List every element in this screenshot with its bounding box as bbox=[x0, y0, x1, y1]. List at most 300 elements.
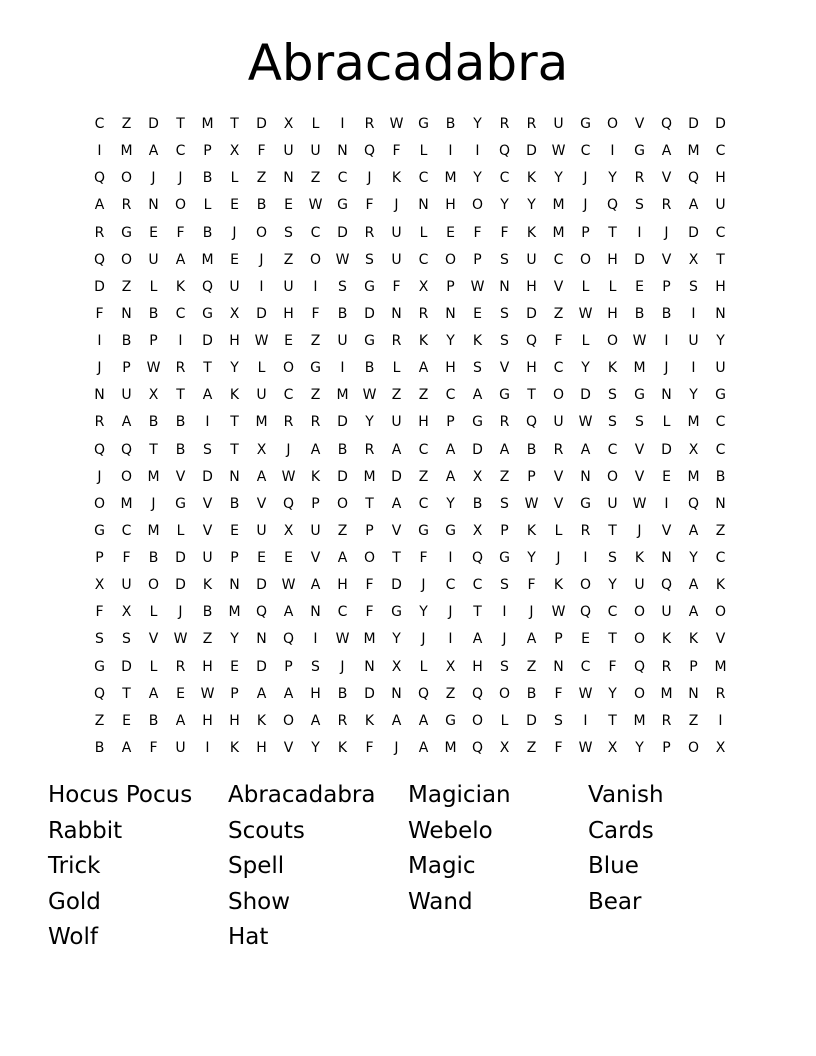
grid-cell: J bbox=[664, 224, 669, 241]
grid-cell: A bbox=[661, 143, 672, 160]
grid-cell: P bbox=[446, 278, 455, 295]
grid-cell: L bbox=[176, 522, 185, 539]
grid-cell: X bbox=[688, 251, 699, 268]
grid-cell: B bbox=[175, 441, 186, 458]
grid-cell: J bbox=[448, 604, 453, 621]
grid-cell: F bbox=[554, 333, 563, 349]
grid-cell: L bbox=[392, 360, 401, 377]
grid-cell: C bbox=[337, 604, 348, 621]
grid-cell: K bbox=[607, 360, 618, 377]
grid-cell: A bbox=[256, 685, 267, 702]
grid-cell: I bbox=[664, 495, 669, 512]
grid-cell: K bbox=[661, 631, 672, 648]
grid-cell: X bbox=[445, 658, 456, 675]
grid-cell: Q bbox=[363, 143, 376, 160]
grid-cell: T bbox=[608, 712, 617, 729]
grid-cell: U bbox=[553, 414, 564, 431]
grid-cell: C bbox=[499, 170, 510, 187]
grid-cell: V bbox=[175, 468, 186, 485]
grid-cell: R bbox=[337, 712, 348, 729]
grid-cell: S bbox=[608, 387, 617, 404]
grid-cell: J bbox=[529, 604, 534, 621]
grid-cell: G bbox=[634, 143, 645, 160]
grid-cell: X bbox=[283, 522, 294, 539]
grid-row bbox=[86, 247, 734, 274]
grid-cell: J bbox=[583, 197, 588, 214]
grid-cell: Y bbox=[608, 685, 617, 702]
grid-cell: A bbox=[526, 631, 537, 648]
grid-row bbox=[86, 545, 734, 572]
grid-cell: Z bbox=[499, 468, 510, 485]
grid-cell: C bbox=[418, 495, 429, 512]
grid-cell: R bbox=[499, 116, 510, 132]
grid-cell: E bbox=[230, 658, 239, 675]
word-list-item: Cards bbox=[588, 817, 654, 844]
grid-cell: T bbox=[527, 387, 536, 404]
grid-row bbox=[86, 409, 734, 436]
grid-cell: R bbox=[310, 414, 321, 431]
grid-cell: D bbox=[715, 116, 726, 132]
grid-cell: A bbox=[121, 414, 132, 431]
grid-cell: O bbox=[309, 251, 322, 268]
grid-cell: P bbox=[149, 333, 158, 349]
grid-cell: S bbox=[284, 224, 293, 241]
grid-cell: D bbox=[472, 441, 483, 458]
grid-cell: H bbox=[202, 658, 213, 675]
grid-cell: X bbox=[229, 143, 240, 160]
grid-row bbox=[86, 111, 734, 138]
grid-cell: P bbox=[662, 739, 671, 756]
grid-cell: O bbox=[93, 495, 106, 512]
grid-cell: C bbox=[715, 143, 726, 160]
grid-row bbox=[86, 681, 734, 708]
grid-cell: B bbox=[229, 495, 240, 512]
word-list-item: Vanish bbox=[588, 782, 664, 808]
grid-cell: D bbox=[526, 143, 537, 160]
grid-cell: V bbox=[310, 550, 321, 566]
grid-cell: Y bbox=[608, 170, 617, 187]
grid-cell: S bbox=[311, 658, 320, 675]
grid-cell: O bbox=[606, 468, 619, 485]
grid-cell: Q bbox=[471, 739, 484, 756]
grid-cell: V bbox=[715, 631, 726, 648]
grid-cell: O bbox=[174, 197, 187, 214]
grid-cell: X bbox=[121, 604, 132, 621]
word-list-item: Bear bbox=[588, 888, 642, 915]
grid-cell: F bbox=[419, 550, 428, 566]
grid-cell: Y bbox=[473, 170, 482, 187]
grid-cell: H bbox=[715, 170, 726, 187]
grid-cell: Y bbox=[446, 495, 455, 512]
grid-cell: A bbox=[148, 685, 159, 702]
grid-cell: V bbox=[661, 251, 672, 268]
grid-cell: G bbox=[337, 197, 348, 214]
grid-cell: Q bbox=[660, 116, 673, 132]
grid-cell: W bbox=[470, 278, 485, 295]
grid-row bbox=[86, 464, 734, 491]
grid-cell: O bbox=[120, 468, 133, 485]
grid-cell: K bbox=[526, 170, 537, 187]
grid-cell: G bbox=[634, 387, 645, 404]
grid-row bbox=[86, 599, 734, 626]
grid-cell: Q bbox=[498, 143, 511, 160]
grid-cell: Z bbox=[283, 251, 294, 268]
grid-cell: D bbox=[175, 550, 186, 566]
grid-cell: P bbox=[554, 631, 563, 648]
grid-cell: S bbox=[203, 441, 212, 458]
grid-cell: F bbox=[554, 685, 563, 702]
grid-cell: G bbox=[445, 522, 456, 539]
grid-cell: V bbox=[499, 360, 510, 377]
grid-cell: E bbox=[581, 631, 590, 648]
grid-cell: O bbox=[336, 495, 349, 512]
grid-cell: M bbox=[714, 658, 727, 675]
grid-cell: F bbox=[473, 224, 482, 241]
grid-cell: A bbox=[121, 739, 132, 756]
grid-cell: J bbox=[367, 170, 372, 187]
grid-cell: W bbox=[389, 116, 404, 132]
grid-cell: M bbox=[120, 495, 133, 512]
grid-cell: E bbox=[284, 550, 293, 566]
grid-cell: B bbox=[148, 305, 159, 322]
grid-cell: V bbox=[553, 495, 564, 512]
grid-cell: K bbox=[688, 631, 699, 648]
grid-cell: C bbox=[472, 577, 483, 594]
grid-cell: K bbox=[310, 468, 321, 485]
grid-cell: U bbox=[283, 278, 294, 295]
grid-cell: D bbox=[337, 224, 348, 241]
grid-cell: V bbox=[256, 495, 267, 512]
grid-cell: D bbox=[526, 712, 537, 729]
grid-cell: V bbox=[553, 278, 564, 295]
grid-cell: A bbox=[391, 441, 402, 458]
word-list-item: Wolf bbox=[48, 924, 98, 950]
grid-cell: X bbox=[418, 278, 429, 295]
grid-cell: T bbox=[176, 387, 185, 404]
grid-cell: D bbox=[202, 468, 213, 485]
grid-cell: M bbox=[552, 224, 565, 241]
grid-cell: E bbox=[257, 550, 266, 566]
grid-cell: T bbox=[203, 360, 212, 377]
grid-cell: S bbox=[500, 305, 509, 322]
grid-cell: L bbox=[230, 170, 239, 187]
grid-cell: D bbox=[391, 577, 402, 594]
grid-cell: C bbox=[283, 387, 294, 404]
grid-cell: M bbox=[687, 468, 700, 485]
grid-cell: U bbox=[634, 577, 645, 594]
grid-cell: C bbox=[607, 441, 618, 458]
grid-cell: D bbox=[688, 224, 699, 241]
grid-cell: L bbox=[581, 333, 590, 349]
grid-cell: K bbox=[229, 739, 240, 756]
grid-cell: T bbox=[230, 116, 239, 132]
grid-cell: I bbox=[610, 143, 615, 160]
word-list-item: Webelo bbox=[408, 817, 493, 844]
grid-cell: Z bbox=[310, 170, 321, 187]
grid-cell: U bbox=[553, 116, 564, 132]
grid-cell: F bbox=[554, 739, 563, 756]
grid-cell: V bbox=[634, 116, 645, 132]
grid-cell: X bbox=[472, 468, 483, 485]
grid-cell: Y bbox=[689, 387, 698, 404]
grid-cell: Y bbox=[689, 550, 698, 566]
grid-cell: Y bbox=[230, 631, 239, 648]
grid-cell: J bbox=[151, 495, 156, 512]
grid-cell: J bbox=[97, 468, 102, 485]
grid-cell: O bbox=[633, 631, 646, 648]
grid-cell: M bbox=[363, 468, 376, 485]
grid-cell: J bbox=[502, 631, 507, 648]
grid-cell: B bbox=[202, 224, 213, 241]
grid-cell: Q bbox=[417, 685, 430, 702]
grid-cell: Q bbox=[471, 685, 484, 702]
grid-cell: P bbox=[500, 522, 509, 539]
grid-cell: D bbox=[202, 333, 213, 349]
grid-cell: N bbox=[229, 577, 240, 594]
grid-cell: L bbox=[662, 414, 671, 431]
grid-cell: W bbox=[551, 604, 566, 621]
grid-cell: P bbox=[365, 522, 374, 539]
grid-cell: U bbox=[229, 278, 240, 295]
grid-cell: Y bbox=[392, 631, 401, 648]
grid-cell: E bbox=[635, 278, 644, 295]
grid-cell: D bbox=[580, 387, 591, 404]
grid-row bbox=[86, 301, 734, 328]
grid-cell: W bbox=[308, 197, 323, 214]
grid-cell: Q bbox=[282, 495, 295, 512]
grid-cell: U bbox=[391, 224, 402, 241]
grid-cell: S bbox=[500, 495, 509, 512]
grid-cell: H bbox=[283, 305, 294, 322]
grid-cell: P bbox=[203, 143, 212, 160]
grid-cell: C bbox=[418, 441, 429, 458]
grid-cell: B bbox=[337, 305, 348, 322]
grid-cell: I bbox=[340, 116, 345, 132]
grid-cell: B bbox=[202, 170, 213, 187]
grid-cell: Q bbox=[687, 170, 700, 187]
grid-cell: Z bbox=[256, 170, 267, 187]
grid-cell: C bbox=[553, 251, 564, 268]
grid-cell: N bbox=[715, 495, 726, 512]
grid-cell: S bbox=[365, 251, 374, 268]
grid-cell: Q bbox=[633, 658, 646, 675]
grid-cell: E bbox=[284, 197, 293, 214]
grid-cell: M bbox=[201, 251, 214, 268]
grid-cell: S bbox=[95, 631, 104, 648]
grid-cell: A bbox=[418, 360, 429, 377]
grid-cell: V bbox=[148, 631, 159, 648]
grid-cell: I bbox=[475, 143, 480, 160]
grid-cell: V bbox=[283, 739, 294, 756]
grid-cell: Y bbox=[581, 360, 590, 377]
grid-cell: B bbox=[148, 414, 159, 431]
grid-cell: P bbox=[689, 658, 698, 675]
grid-cell: N bbox=[553, 658, 564, 675]
grid-cell: W bbox=[281, 577, 296, 594]
grid-cell: Y bbox=[311, 739, 320, 756]
grid-cell: F bbox=[500, 224, 509, 241]
grid-cell: R bbox=[715, 685, 726, 702]
grid-cell: M bbox=[687, 143, 700, 160]
grid-cell: Z bbox=[688, 712, 699, 729]
grid-cell: A bbox=[310, 441, 321, 458]
grid-row bbox=[86, 654, 734, 681]
grid-cell: H bbox=[526, 278, 537, 295]
grid-cell: Q bbox=[120, 441, 133, 458]
grid-cell: H bbox=[445, 197, 456, 214]
grid-cell: H bbox=[310, 685, 321, 702]
grid-cell: C bbox=[607, 604, 618, 621]
grid-cell: E bbox=[446, 224, 455, 241]
grid-cell: F bbox=[365, 197, 374, 214]
grid-cell: W bbox=[362, 387, 377, 404]
grid-cell: N bbox=[418, 197, 429, 214]
grid-cell: E bbox=[176, 685, 185, 702]
grid-cell: Y bbox=[527, 550, 536, 566]
grid-cell: K bbox=[391, 170, 402, 187]
grid-cell: M bbox=[552, 197, 565, 214]
grid-cell: G bbox=[715, 387, 726, 404]
grid-cell: S bbox=[500, 577, 509, 594]
grid-cell: L bbox=[311, 116, 320, 132]
grid-cell: H bbox=[202, 712, 213, 729]
grid-cell: H bbox=[526, 360, 537, 377]
grid-cell: I bbox=[664, 333, 669, 349]
grid-cell: M bbox=[444, 170, 457, 187]
grid-cell: N bbox=[688, 685, 699, 702]
grid-cell: H bbox=[607, 251, 618, 268]
grid-cell: E bbox=[230, 251, 239, 268]
grid-cell: A bbox=[283, 604, 294, 621]
grid-cell: O bbox=[120, 251, 133, 268]
grid-cell: A bbox=[391, 495, 402, 512]
grid-cell: C bbox=[418, 170, 429, 187]
grid-cell: G bbox=[202, 305, 213, 322]
grid-cell: O bbox=[363, 550, 376, 566]
grid-cell: N bbox=[229, 468, 240, 485]
grid-cell: D bbox=[688, 116, 699, 132]
grid-cell: N bbox=[94, 387, 105, 404]
grid-cell: W bbox=[281, 468, 296, 485]
grid-cell: B bbox=[526, 685, 537, 702]
grid-cell: D bbox=[94, 278, 105, 295]
grid-cell: G bbox=[121, 224, 132, 241]
grid-cell: P bbox=[230, 685, 239, 702]
grid-cell: T bbox=[176, 116, 185, 132]
grid-cell: G bbox=[94, 522, 105, 539]
grid-cell: Z bbox=[310, 387, 321, 404]
grid-cell: H bbox=[715, 278, 726, 295]
grid-cell: S bbox=[635, 197, 644, 214]
grid-cell: V bbox=[202, 522, 213, 539]
grid-cell: C bbox=[715, 550, 726, 566]
grid-cell: H bbox=[337, 577, 348, 594]
grid-cell: L bbox=[149, 278, 158, 295]
grid-cell: B bbox=[202, 604, 213, 621]
grid-cell: P bbox=[446, 414, 455, 431]
grid-cell: O bbox=[471, 197, 484, 214]
grid-cell: T bbox=[608, 522, 617, 539]
grid-cell: O bbox=[282, 360, 295, 377]
grid-cell: A bbox=[175, 712, 186, 729]
grid-cell: E bbox=[230, 522, 239, 539]
word-list-item: Spell bbox=[228, 853, 285, 879]
grid-cell: P bbox=[230, 550, 239, 566]
grid-cell: D bbox=[634, 251, 645, 268]
grid-cell: M bbox=[687, 414, 700, 431]
grid-cell: E bbox=[284, 333, 293, 349]
grid-cell: B bbox=[337, 441, 348, 458]
grid-cell: A bbox=[94, 197, 105, 214]
grid-cell: A bbox=[688, 197, 699, 214]
grid-cell: C bbox=[94, 116, 105, 132]
grid-cell: Y bbox=[554, 170, 563, 187]
grid-cell: U bbox=[148, 251, 159, 268]
grid-cell: N bbox=[148, 197, 159, 214]
grid-cell: V bbox=[553, 468, 564, 485]
grid-cell: U bbox=[121, 577, 132, 594]
grid-cell: W bbox=[578, 305, 593, 322]
grid-cell: J bbox=[97, 360, 102, 377]
grid-cell: W bbox=[578, 414, 593, 431]
grid-cell: P bbox=[473, 251, 482, 268]
grid-cell: S bbox=[554, 712, 563, 729]
grid-cell: A bbox=[256, 468, 267, 485]
grid-cell: Z bbox=[715, 522, 726, 539]
grid-cell: T bbox=[122, 685, 131, 702]
grid-cell: J bbox=[178, 170, 183, 187]
grid-cell: R bbox=[661, 197, 672, 214]
grid-cell: W bbox=[578, 739, 593, 756]
grid-cell: J bbox=[394, 197, 399, 214]
grid-cell: Z bbox=[418, 387, 429, 404]
grid-cell: W bbox=[578, 685, 593, 702]
grid-row bbox=[86, 572, 734, 599]
grid-cell: T bbox=[230, 441, 239, 458]
grid-cell: E bbox=[230, 197, 239, 214]
grid-cell: C bbox=[715, 441, 726, 458]
grid-cell: P bbox=[284, 658, 293, 675]
grid-cell: Y bbox=[365, 414, 374, 431]
grid-cell: G bbox=[364, 278, 375, 295]
grid-cell: T bbox=[230, 414, 239, 431]
grid-cell: U bbox=[391, 414, 402, 431]
grid-cell: Z bbox=[202, 631, 213, 648]
grid-cell: D bbox=[337, 414, 348, 431]
grid-cell: I bbox=[448, 631, 453, 648]
grid-row bbox=[86, 220, 734, 247]
grid-cell: L bbox=[608, 278, 617, 295]
grid-cell: D bbox=[364, 305, 375, 322]
grid-cell: O bbox=[714, 604, 727, 621]
grid-cell: J bbox=[637, 522, 642, 539]
grid-row bbox=[86, 626, 734, 653]
grid-cell: A bbox=[337, 550, 348, 566]
word-list-item: Gold bbox=[48, 888, 101, 915]
grid-cell: N bbox=[445, 305, 456, 322]
grid-cell: Y bbox=[446, 333, 455, 349]
grid-cell: M bbox=[363, 631, 376, 648]
grid-cell: X bbox=[472, 522, 483, 539]
grid-cell: B bbox=[472, 495, 483, 512]
grid-cell: F bbox=[365, 739, 374, 756]
grid-cell: I bbox=[583, 712, 588, 729]
grid-cell: B bbox=[94, 739, 105, 756]
grid-cell: L bbox=[149, 604, 158, 621]
grid-cell: U bbox=[391, 251, 402, 268]
grid-cell: N bbox=[661, 550, 672, 566]
grid-cell: O bbox=[147, 577, 160, 594]
